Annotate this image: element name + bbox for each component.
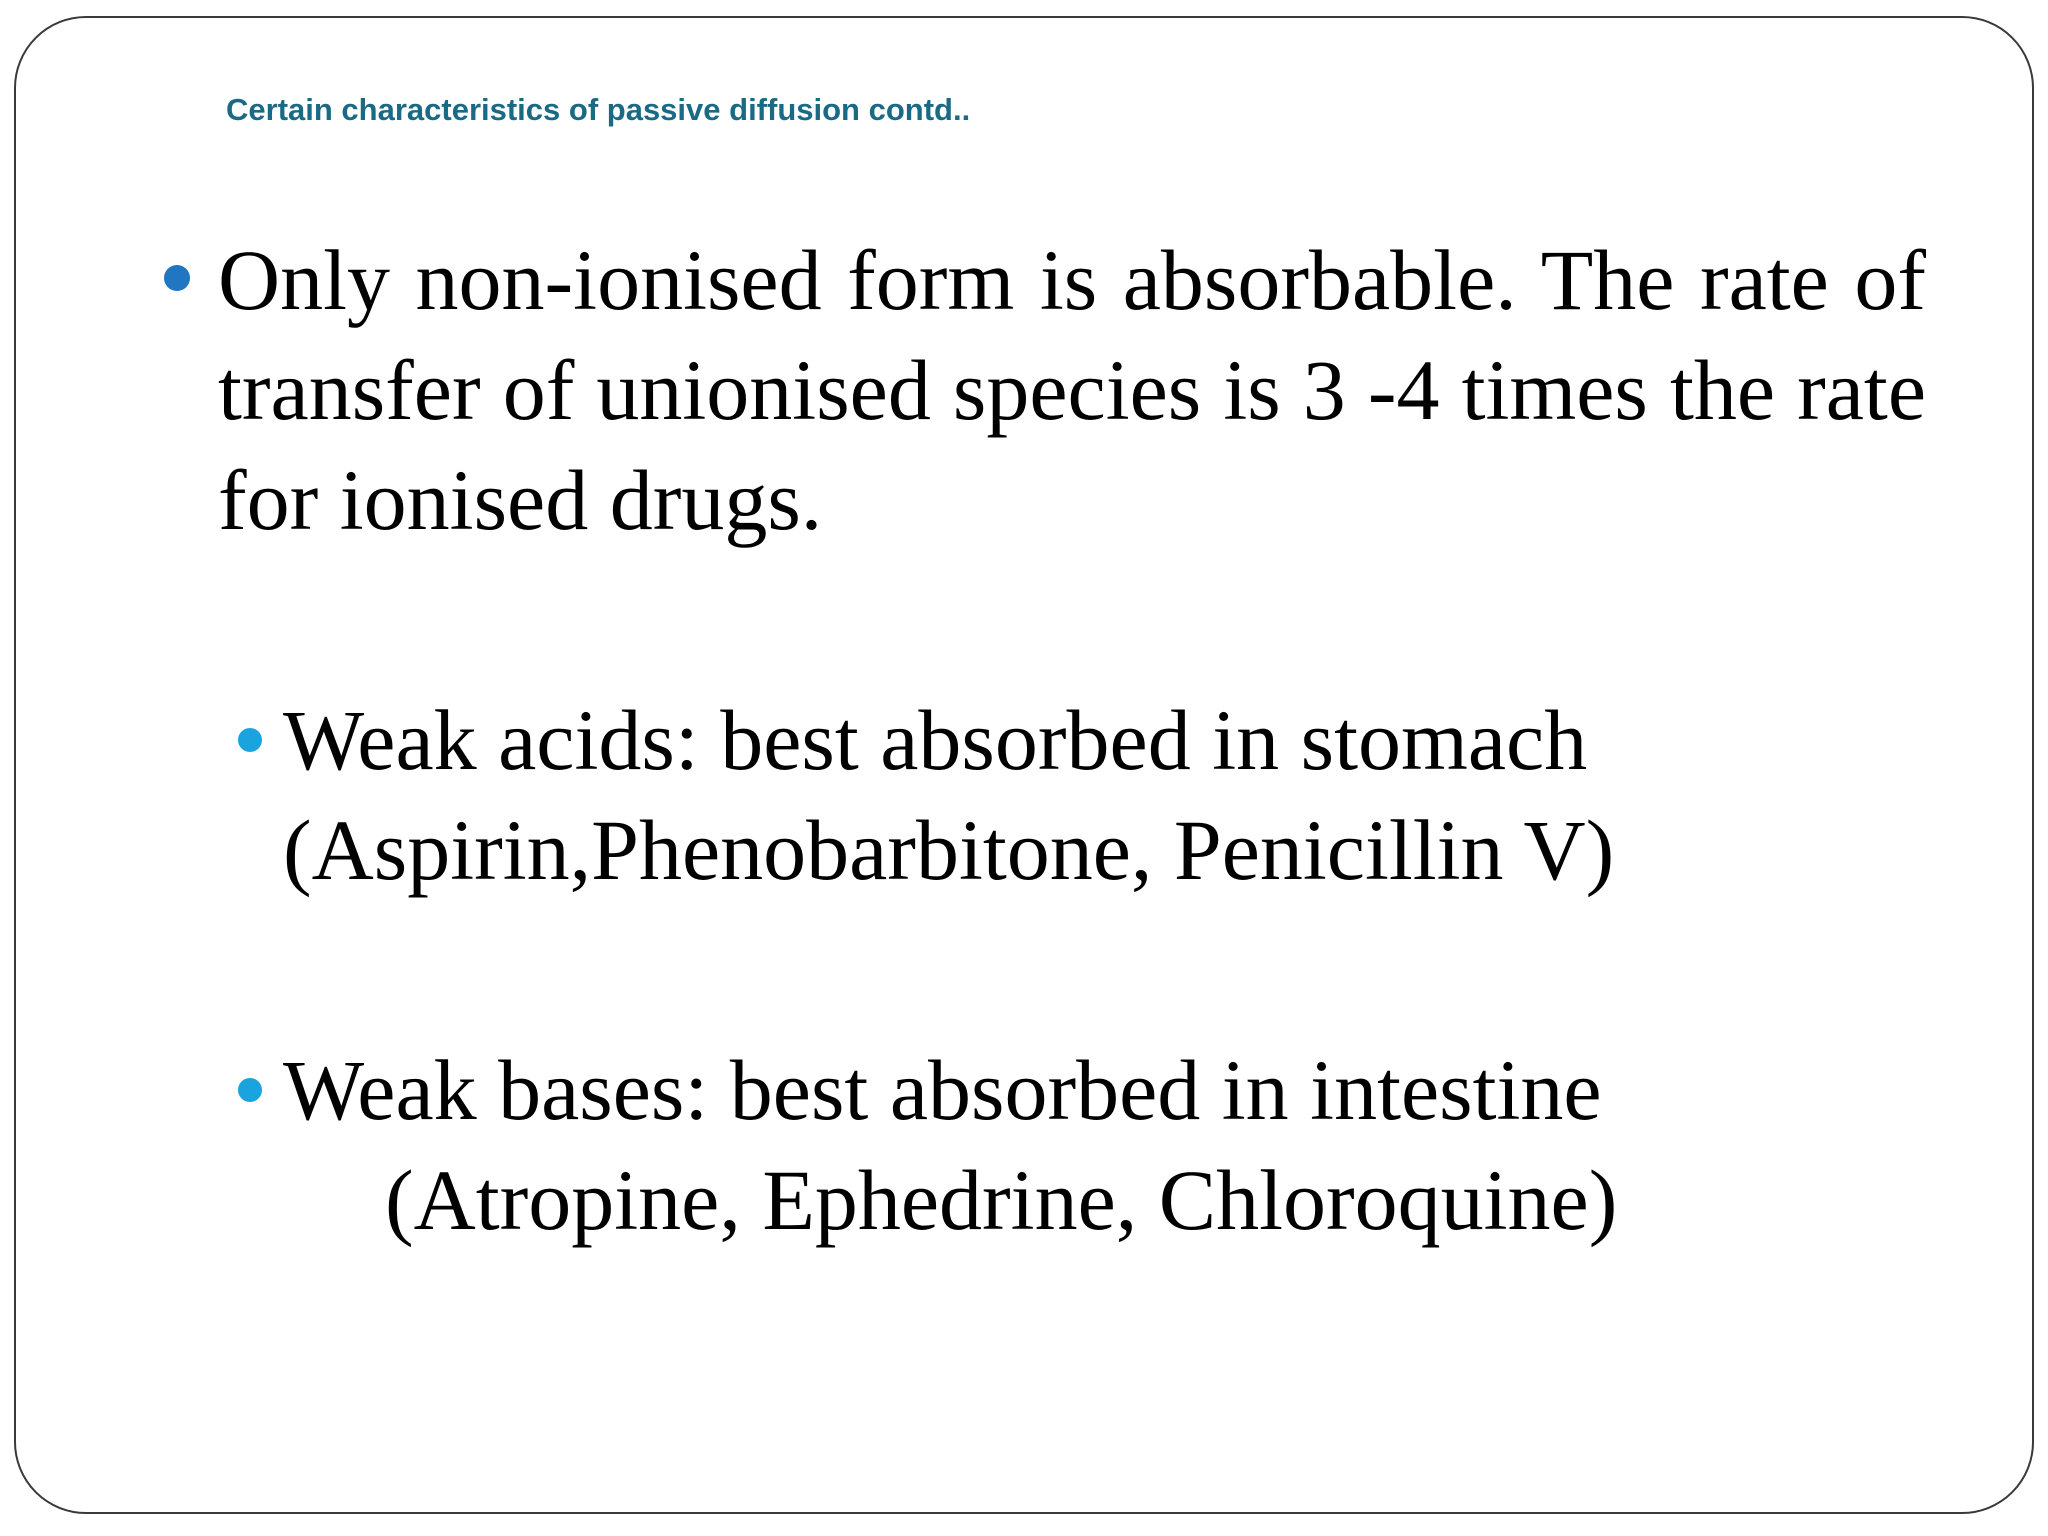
sub-bullet-dot-icon (238, 1078, 262, 1102)
sub-bullet-weak-bases (283, 1035, 1617, 1255)
sub-bullet-examples: (Aspirin,Phenobarbitone, Penicillin V) (283, 802, 1615, 898)
sub-bullet-line: Weak bases: best absorbed in intestine (283, 1042, 1602, 1138)
main-bullet-text: Only non-ionised form is absorbable. The rate of transfer of unionised species is 3 -4 times the rate for ionised drugs. (218, 232, 1926, 548)
main-bullet-dot-icon (164, 265, 190, 291)
sub-bullet-examples: (Atropine, Ephedrine, Chloroquine) (385, 1152, 1618, 1248)
sub-bullet-line: Weak acids: best absorbed in stomach (283, 692, 1588, 788)
slide-title: Certain characteristics of passive diffusion contd.. (226, 92, 971, 127)
sub-bullet-dot-icon (238, 728, 262, 752)
sub-bullet-weak-acids (283, 685, 1614, 905)
